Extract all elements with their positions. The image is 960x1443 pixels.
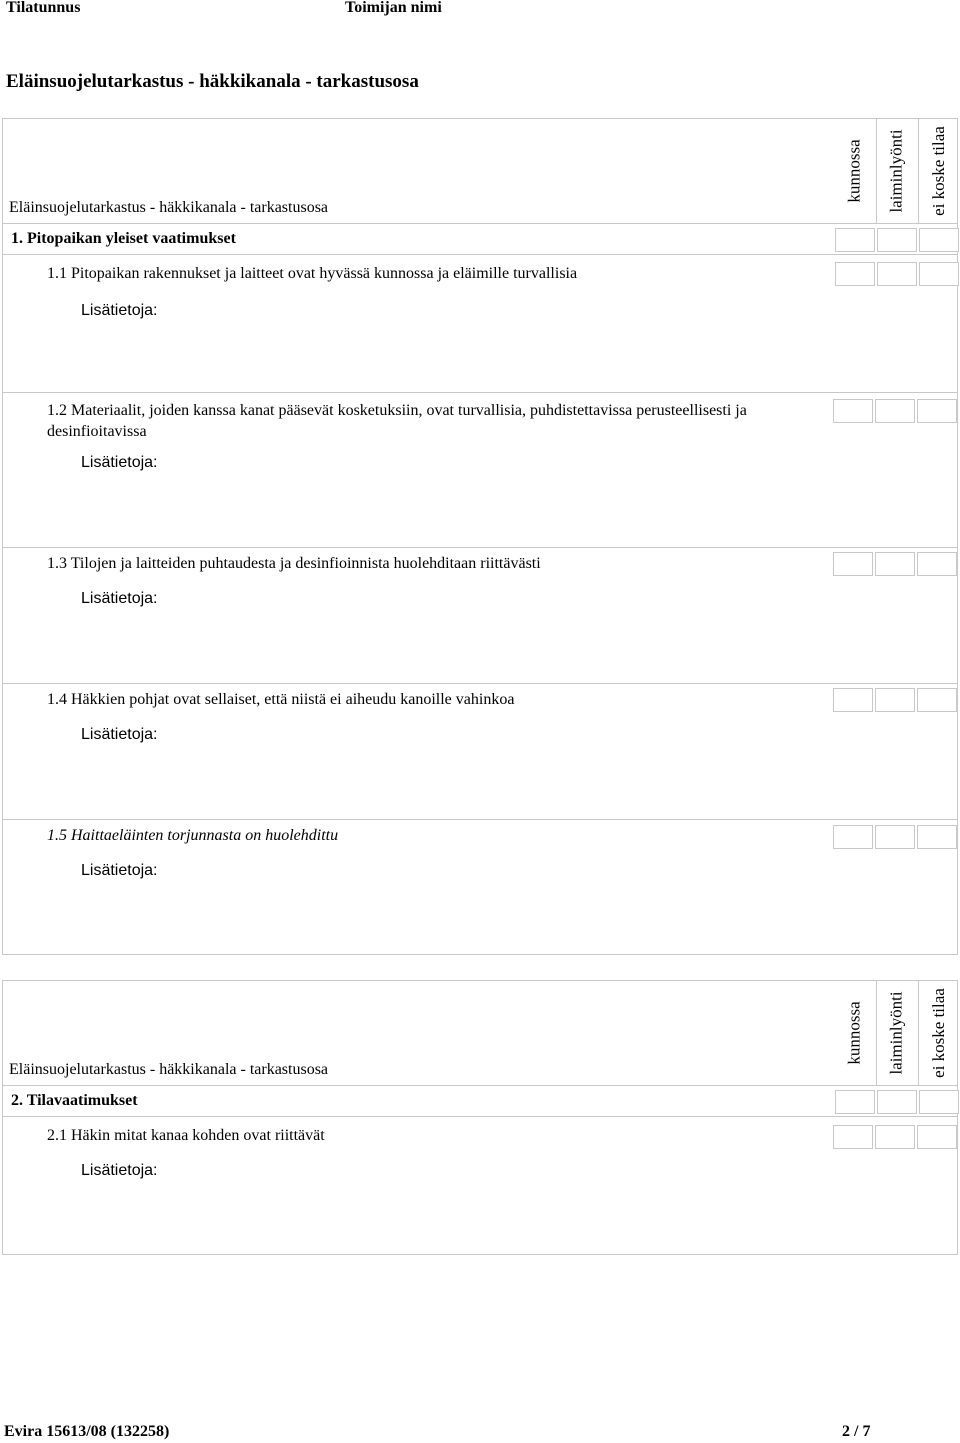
- item-1-1-notes-label: Lisätietoja:: [81, 302, 158, 319]
- section-caption: Eläinsuojelutarkastus - häkkikanala - tarkastusosa: [9, 1061, 329, 1078]
- column-header-laiminlyonti: laiminlyönti: [887, 991, 907, 1075]
- column-header-ei-koske-tilaa: ei koske tilaa: [929, 988, 949, 1078]
- footer-page-number: 2 / 7: [842, 1423, 871, 1440]
- item-1-5-checkboxes: [833, 825, 959, 849]
- column-header-laiminlyonti: laiminlyönti: [887, 129, 907, 213]
- ei-koske-tilaa-checkbox[interactable]: [919, 262, 959, 286]
- page-header: [0, 0, 960, 22]
- item-1-5-text: 1.5 Haittaeläinten torjunnasta on huolehdittu: [47, 827, 339, 844]
- ei-koske-tilaa-checkbox[interactable]: [917, 399, 957, 423]
- ei-koske-tilaa-checkbox[interactable]: [917, 825, 957, 849]
- item-1-2-text: 1.2 Materiaalit, joiden kanssa kanat pääsevät kosketuksiin, ovat turvallisia, puhdistettavissa perusteellisesti ja desinfioitavissa: [47, 402, 747, 440]
- column-header-ei-koske-tilaa: ei koske tilaa: [929, 126, 949, 216]
- laiminlyonti-checkbox[interactable]: [875, 1125, 915, 1149]
- ei-koske-tilaa-checkbox[interactable]: [917, 1125, 957, 1149]
- kunnossa-checkbox[interactable]: [833, 825, 873, 849]
- item-1-1-checkboxes: [835, 262, 960, 286]
- item-1-4-checkboxes: [833, 688, 959, 712]
- kunnossa-checkbox[interactable]: [833, 399, 873, 423]
- laiminlyonti-checkbox[interactable]: [875, 399, 915, 423]
- item-1-3-notes-label: Lisätietoja:: [81, 590, 158, 607]
- kunnossa-checkbox[interactable]: [835, 262, 875, 286]
- item-1-4-notes-label: Lisätietoja:: [81, 726, 158, 743]
- column-header-kunnossa: kunnossa: [845, 139, 864, 203]
- item-2-1-notes-label: Lisätietoja:: [81, 1162, 158, 1179]
- item-1-3-checkboxes: [833, 552, 959, 576]
- laiminlyonti-checkbox[interactable]: [875, 688, 915, 712]
- tilatunnus-label: Tilatunnus: [6, 0, 81, 16]
- item-1-2-notes-label: Lisätietoja:: [81, 454, 158, 471]
- laiminlyonti-checkbox[interactable]: [875, 825, 915, 849]
- item-2-1-checkboxes: [833, 1125, 959, 1149]
- section-heading: 2. Tilavaatimukset: [11, 1092, 138, 1109]
- item-2-1-text: 2.1 Häkin mitat kanaa kohden ovat riittävät: [47, 1127, 325, 1144]
- footer-reference: Evira 15613/08 (132258): [4, 1423, 170, 1440]
- item-1-2-checkboxes: [833, 399, 959, 423]
- ei-koske-tilaa-checkbox[interactable]: [917, 688, 957, 712]
- kunnossa-checkbox[interactable]: [833, 1125, 873, 1149]
- laiminlyonti-checkbox[interactable]: [875, 552, 915, 576]
- column-header-kunnossa: kunnossa: [845, 1001, 864, 1065]
- section-caption: Eläinsuojelutarkastus - häkkikanala - tarkastusosa: [9, 199, 329, 216]
- toimija-label: Toimijan nimi: [345, 0, 442, 16]
- item-1-4-text: 1.4 Häkkien pohjat ovat sellaiset, että niistä ei aiheudu kanoille vahinkoa: [47, 691, 515, 708]
- kunnossa-checkbox[interactable]: [833, 688, 873, 712]
- section-1: [2, 118, 958, 955]
- item-1-5-notes-label: Lisätietoja:: [81, 862, 158, 879]
- item-1-3-text: 1.3 Tilojen ja laitteiden puhtaudesta ja desinfioinnista huolehditaan riittävästi: [47, 555, 541, 572]
- section-heading: 1. Pitopaikan yleiset vaatimukset: [11, 230, 236, 247]
- section-2: [2, 980, 958, 1255]
- document-title: Eläinsuojelutarkastus - häkkikanala - tarkastusosa: [6, 71, 419, 92]
- heading-checkboxes: [835, 1090, 960, 1114]
- kunnossa-checkbox[interactable]: [833, 552, 873, 576]
- ei-koske-tilaa-checkbox[interactable]: [917, 552, 957, 576]
- laiminlyonti-checkbox[interactable]: [877, 262, 917, 286]
- item-1-1-text: 1.1 Pitopaikan rakennukset ja laitteet ovat hyvässä kunnossa ja eläimille turvallisia: [47, 265, 578, 282]
- heading-checkboxes: [835, 228, 960, 252]
